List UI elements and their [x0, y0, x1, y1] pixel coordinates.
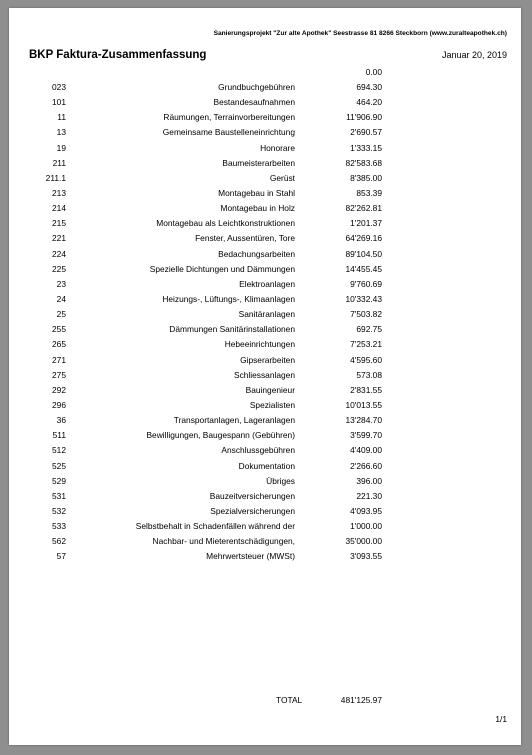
cost-amount: 14'455.45: [345, 263, 382, 274]
bkp-code: 57: [56, 551, 66, 562]
total-label: TOTAL: [276, 695, 303, 705]
cost-amount: 692.75: [356, 324, 382, 335]
table-row: [9, 491, 521, 506]
total-value: 481'125.97: [340, 695, 382, 705]
page-title: BKP Faktura-Zusammenfassung: [29, 49, 207, 61]
table-row: [9, 355, 521, 370]
cost-label: Transportanlagen, Lageranlagen: [173, 415, 295, 426]
cost-label: Übriges: [266, 475, 295, 486]
cost-label: Gipserarbeiten: [240, 354, 295, 365]
bkp-code: 215: [52, 218, 66, 229]
bkp-code: 271: [52, 354, 66, 365]
cost-label: Schliessanlagen: [234, 369, 295, 380]
cost-amount: 9'760.69: [350, 278, 382, 289]
bkp-code: 265: [52, 339, 66, 350]
cost-label: Grundbuchgebühren: [218, 82, 295, 92]
table-row: [9, 264, 521, 279]
cost-amount: 1'333.15: [350, 142, 382, 153]
cost-label: Gerüst: [269, 172, 295, 183]
bkp-code: 511: [52, 430, 66, 441]
cost-label: Sanitäranlagen: [238, 309, 295, 320]
cost-amount: 4'409.00: [350, 445, 382, 456]
bkp-code: 25: [56, 309, 66, 320]
project-header: Sanierungsprojekt "Zur alte Apothek" Seestrasse 81 8266 Steckborn (www.zuralteapothek.ch): [213, 30, 507, 37]
cost-amount: 694.30: [356, 82, 382, 92]
cost-amount: 10'013.55: [345, 399, 382, 410]
cost-amount: 64'269.16: [345, 233, 382, 244]
table-row: [9, 445, 521, 460]
cost-label: Fenster, Aussentüren, Tore: [195, 233, 295, 244]
bkp-code: 562: [52, 536, 66, 547]
bkp-code: 213: [52, 187, 66, 198]
cost-label: Heizungs-, Lüftungs-, Klimaanlagen: [162, 293, 295, 304]
opening-amount: 0.00: [365, 67, 382, 77]
table-row: [9, 294, 521, 309]
bkp-code: 531: [52, 490, 66, 501]
cost-label: Gemeinsame Baustelleneinrichtung: [162, 127, 295, 138]
table-row: [9, 536, 521, 551]
report-date: Januar 20, 2019: [441, 50, 507, 60]
cost-amount: 35'000.00: [345, 536, 382, 547]
cost-label: Baumeisterarbeiten: [222, 157, 295, 168]
table-row: [9, 324, 521, 339]
cost-label: Spezialisten: [249, 399, 295, 410]
cost-amount: 3'599.70: [350, 430, 382, 441]
cost-amount: 853.39: [356, 187, 382, 198]
bkp-code: 11: [57, 112, 66, 123]
table-row: [9, 476, 521, 491]
bkp-code: 296: [52, 399, 66, 410]
table-row: [9, 112, 521, 127]
cost-label: Anschlussgebühren: [221, 445, 295, 456]
cost-amount: 2'831.55: [350, 384, 382, 395]
document-page: [9, 8, 521, 745]
cost-amount: 464.20: [356, 97, 382, 108]
cost-amount: 13'284.70: [345, 415, 382, 426]
cost-label: Bedachungsarbeiten: [218, 248, 295, 259]
cost-label: Spezielle Dichtungen und Dämmungen: [149, 263, 295, 274]
table-row: [9, 339, 521, 354]
bkp-code: 214: [52, 203, 66, 214]
bkp-code: 211: [52, 157, 66, 168]
cost-label: Bauzeitversicherungen: [209, 490, 295, 501]
bkp-code: 24: [56, 293, 66, 304]
cost-amount: 4'595.60: [350, 354, 382, 365]
cost-label: Bestandesaufnahmen: [213, 97, 295, 108]
bkp-code: 224: [52, 248, 66, 259]
cost-amount: 221.30: [356, 490, 382, 501]
table-row: [9, 233, 521, 248]
table-row: [9, 249, 521, 264]
table-row: [9, 173, 521, 188]
cost-amount: 1'201.37: [350, 218, 382, 229]
cost-amount: 8'385.00: [350, 172, 382, 183]
cost-label: Mehrwertsteuer (MWSt): [206, 551, 295, 562]
cost-label: Räumungen, Terrainvorbereitungen: [163, 112, 295, 123]
cost-label: Elektroanlagen: [239, 278, 295, 289]
bkp-code: 512: [52, 445, 66, 456]
table-row: [9, 218, 521, 233]
cost-label: Montagebau als Leichtkonstruktionen: [156, 218, 295, 229]
table-row: [9, 143, 521, 158]
bkp-code: 13: [56, 127, 66, 138]
table-row: [9, 551, 521, 566]
cost-amount: 7'253.21: [350, 339, 382, 350]
table-row: [9, 370, 521, 385]
cost-label: Montagebau in Stahl: [218, 187, 295, 198]
cost-amount: 7'503.82: [350, 309, 382, 320]
bkp-code: 525: [52, 460, 66, 471]
table-row: [9, 400, 521, 415]
cost-label: Spezialversicherungen: [210, 505, 295, 516]
bkp-code: 211.1: [45, 172, 66, 183]
bkp-code: 533: [52, 521, 66, 532]
cost-label: Selbstbehalt in Schadenfällen während der: [135, 521, 295, 532]
table-row: [9, 506, 521, 521]
cost-amount: 2'690.57: [350, 127, 382, 138]
table-row: [9, 188, 521, 203]
bkp-code: 529: [52, 475, 66, 486]
cost-amount: 2'266.60: [350, 460, 382, 471]
cost-amount: 82'262.81: [345, 203, 382, 214]
page-number: 1/1: [495, 714, 507, 724]
table-row: [9, 127, 521, 142]
cost-label: Montagebau in Holz: [220, 203, 295, 214]
cost-label: Hebeeinrichtungen: [224, 339, 295, 350]
cost-amount: 3'093.55: [350, 551, 382, 562]
cost-label: Bewilligungen, Baugespann (Gebühren): [146, 430, 295, 441]
cost-label: Nachbar- und Mieterentschädigungen,: [152, 536, 295, 547]
bkp-code: 532: [52, 505, 66, 516]
table-row: [9, 385, 521, 400]
cost-amount: 573.08: [356, 369, 382, 380]
bkp-code: 292: [52, 384, 66, 395]
table-row: [9, 521, 521, 536]
invoice-summary-table: [9, 82, 521, 567]
cost-amount: 4'093.95: [350, 505, 382, 516]
table-row: [9, 309, 521, 324]
cost-amount: 396.00: [356, 475, 382, 486]
cost-label: Bauingenieur: [245, 384, 295, 395]
cost-amount: 89'104.50: [345, 248, 382, 259]
bkp-code: 36: [56, 415, 66, 426]
cost-amount: 1'000.00: [350, 521, 382, 532]
table-row: [9, 430, 521, 445]
table-row: [9, 415, 521, 430]
table-row: [9, 203, 521, 218]
bkp-code: 221: [52, 233, 66, 244]
bkp-code: 255: [52, 324, 66, 335]
cost-amount: 82'583.68: [345, 157, 382, 168]
cost-label: Dämmungen Sanitärinstallationen: [169, 324, 295, 335]
bkp-code: 19: [56, 142, 66, 153]
table-row: [9, 97, 521, 112]
table-row: [9, 82, 521, 97]
bkp-code: 275: [52, 369, 66, 380]
bkp-code: 225: [52, 263, 66, 274]
table-row: [9, 158, 521, 173]
cost-amount: 11'906.90: [346, 112, 382, 123]
bkp-code: 23: [56, 278, 66, 289]
bkp-code: 023: [52, 82, 66, 92]
cost-label: Dokumentation: [238, 460, 295, 471]
bkp-code: 101: [52, 97, 66, 108]
table-row: [9, 279, 521, 294]
table-row: [9, 461, 521, 476]
cost-amount: 10'332.43: [345, 293, 382, 304]
cost-label: Honorare: [260, 142, 295, 153]
